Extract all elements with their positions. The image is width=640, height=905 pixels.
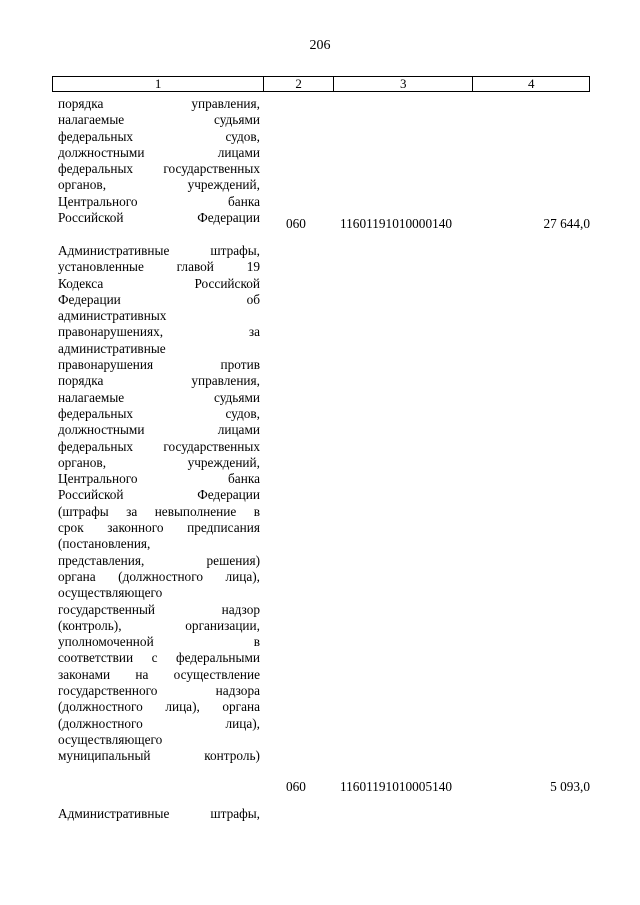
description-line: Центрального банка [58, 471, 260, 487]
description-line: уполномоченной в [58, 634, 260, 650]
description-line: органов, учреждений, [58, 454, 260, 470]
description-line: налагаемые судьями [58, 389, 260, 405]
header-col-3: 3 [334, 77, 473, 91]
row-2-description [58, 243, 260, 765]
description-line: Федерации об [58, 291, 260, 307]
description-line: административные [58, 340, 166, 356]
description-line: Российской Федерации [58, 487, 260, 503]
row-1-kbk: 11601191010000140 [340, 216, 453, 231]
description-line: (штрафы за невыполнение в [58, 503, 260, 519]
description-line: осуществляющего [58, 585, 163, 601]
description-line: правонарушениях, за [58, 324, 260, 340]
row-2-sum: 5 093,0 [550, 779, 590, 794]
description-line: порядка управления, [58, 373, 260, 389]
description-line: Российской Федерации [58, 210, 260, 226]
description-line: (постановления, [58, 536, 151, 552]
row-2-code: 060 [286, 779, 306, 794]
header-col-4: 4 [527, 76, 535, 91]
description-line: Административные штрафы, [58, 806, 260, 821]
header-col-2: 2 [264, 77, 334, 91]
description-line: органов, учреждений, [58, 177, 260, 193]
description-line: (должностного лица), органа [58, 699, 260, 715]
description-line: Административные штрафы, [58, 243, 260, 258]
description-line: муниципальный контроль) [58, 748, 260, 764]
description-line: федеральных судов, [58, 405, 260, 421]
description-line: Кодекса Российской [58, 275, 260, 291]
description-line: (контроль), организации, [58, 617, 260, 633]
description-line: правонарушения против [58, 357, 260, 373]
table-header [52, 76, 590, 92]
description-line: осуществляющего [58, 731, 163, 747]
row-2-kbk: 11601191010005140 [340, 779, 453, 794]
header-col-1: 1 [53, 77, 264, 91]
description-line: административных [58, 308, 167, 324]
description-line: должностными лицами [58, 422, 260, 438]
row-3-description [58, 806, 260, 822]
description-line: порядка управления, [58, 96, 260, 111]
row-1-sum: 27 644,0 [543, 216, 590, 231]
description-line: государственного надзора [58, 683, 260, 699]
row-1-code: 060 [286, 216, 306, 231]
description-line: федеральных судов, [58, 128, 260, 144]
description-line: соответствии с федеральными [58, 650, 260, 666]
page-number: 206 [309, 38, 331, 53]
description-line: федеральных государственных [58, 161, 260, 177]
description-line: налагаемые судьями [58, 112, 260, 128]
description-line: (должностного лица), [58, 715, 260, 731]
description-line: представления, решения) [58, 552, 260, 568]
description-line: установленные главой 19 [58, 259, 260, 275]
description-line: должностными лицами [58, 144, 260, 160]
description-line: государственный надзор [58, 601, 260, 617]
description-line: законами на осуществление [58, 666, 260, 682]
description-line: Центрального банка [58, 193, 260, 209]
description-line: федеральных государственных [58, 438, 260, 454]
description-line: срок законного предписания [58, 520, 260, 536]
row-1-description [58, 96, 260, 226]
description-line: органа (должностного лица), [58, 568, 260, 584]
